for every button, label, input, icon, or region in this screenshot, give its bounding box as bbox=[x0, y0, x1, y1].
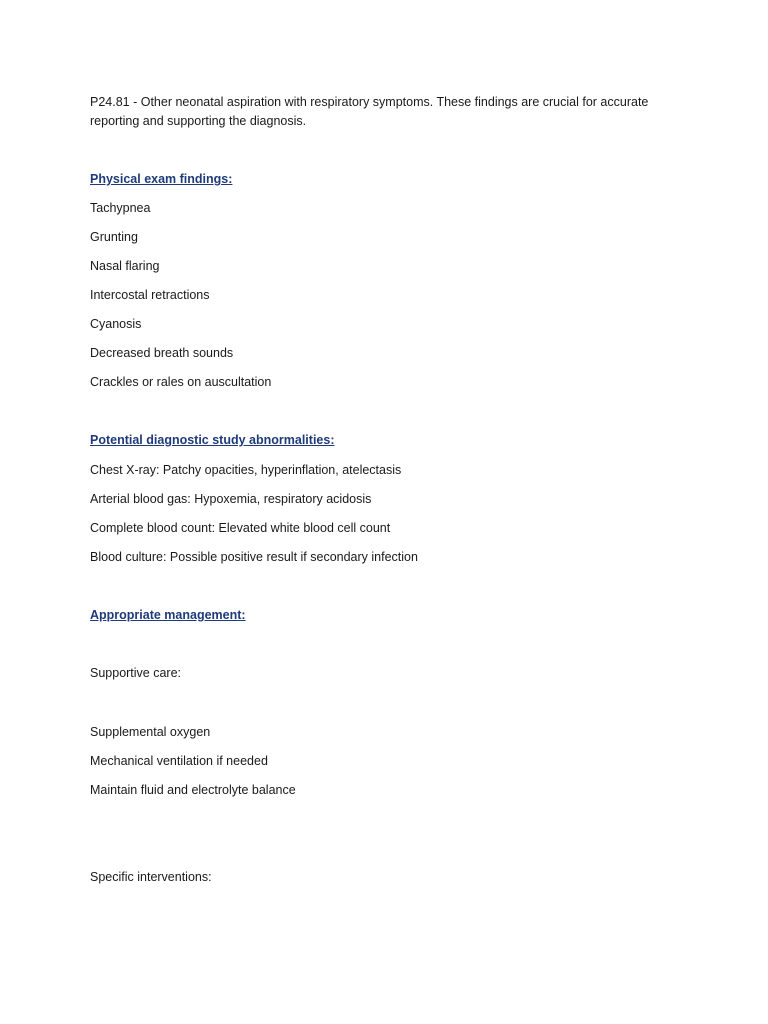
specific-interventions-label: Specific interventions: bbox=[90, 870, 212, 884]
diagnostic-item: Chest X-ray: Patchy opacities, hyperinflation, atelectasis bbox=[90, 463, 402, 477]
supportive-care-item: Supplemental oxygen bbox=[90, 725, 211, 739]
supportive-care-item: Mechanical ventilation if needed bbox=[90, 754, 268, 768]
physical-exam-item: Crackles or rales on auscultation bbox=[90, 375, 272, 389]
physical-exam-item: Decreased breath sounds bbox=[90, 346, 234, 360]
physical-exam-item: Tachypnea bbox=[90, 201, 151, 215]
diagnostic-item: Complete blood count: Elevated white blood cell count bbox=[90, 521, 391, 535]
diagnostic-item: Blood culture: Possible positive result if secondary infection bbox=[90, 550, 418, 564]
supportive-care-label: Supportive care: bbox=[90, 666, 182, 680]
supportive-care-item: Maintain fluid and electrolyte balance bbox=[90, 783, 296, 797]
physical-exam-item: Cyanosis bbox=[90, 317, 142, 331]
physical-exam-item: Intercostal retractions bbox=[90, 288, 210, 302]
diagnostic-heading: Potential diagnostic study abnormalities: bbox=[90, 433, 335, 447]
physical-exam-item: Nasal flaring bbox=[90, 259, 160, 273]
intro-paragraph: P24.81 - Other neonatal aspiration with respiratory symptoms. These findings are crucial for accurate reporting and supporting the diagnosis. bbox=[90, 95, 649, 128]
management-heading: Appropriate management: bbox=[90, 608, 246, 622]
diagnostic-item: Arterial blood gas: Hypoxemia, respiratory acidosis bbox=[90, 492, 372, 506]
physical-exam-heading: Physical exam findings: bbox=[90, 172, 233, 186]
physical-exam-item: Grunting bbox=[90, 230, 138, 244]
